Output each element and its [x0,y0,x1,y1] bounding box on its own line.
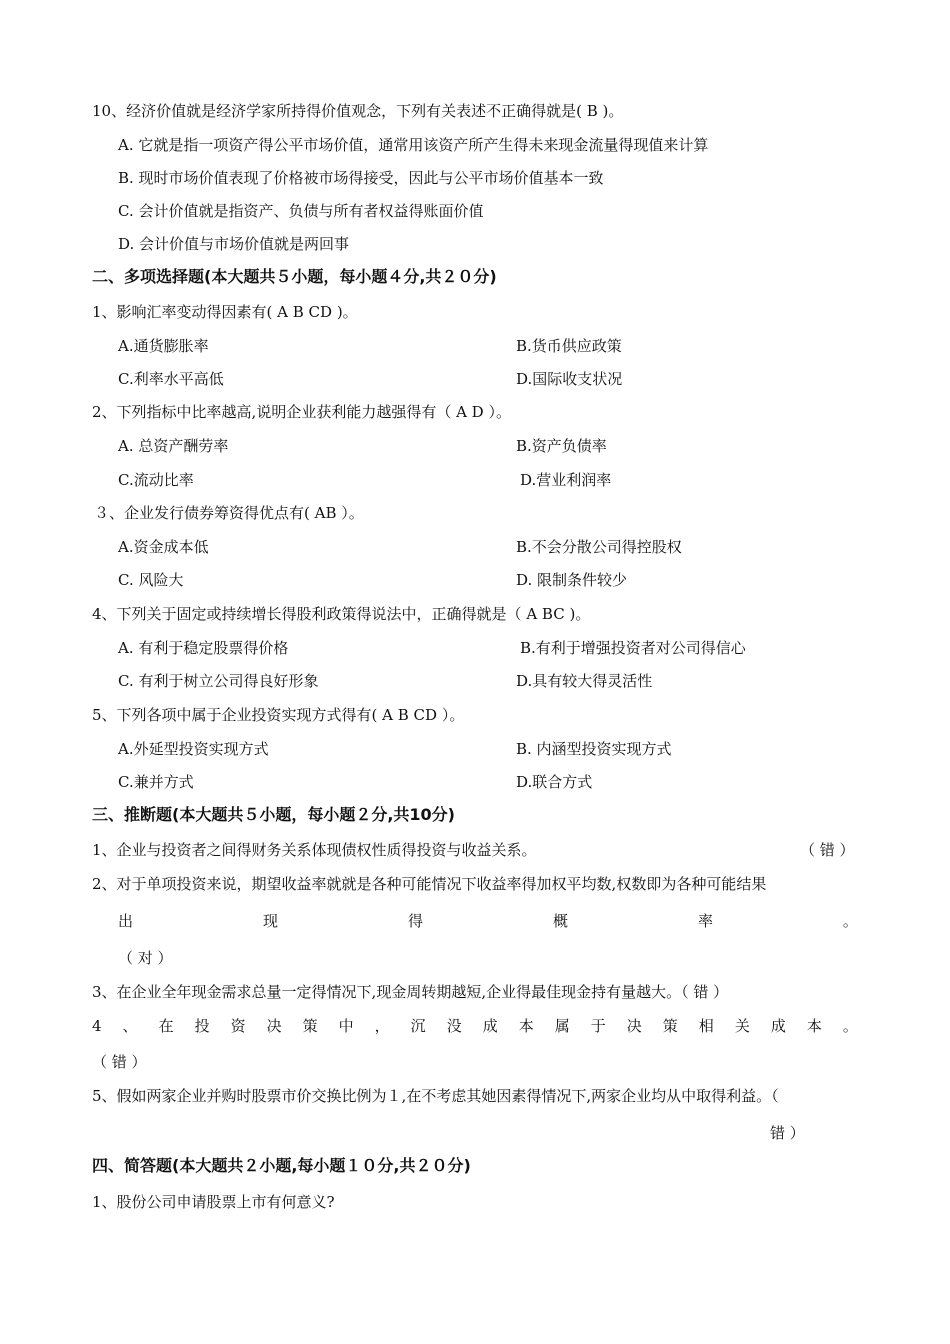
s2-q4-option-c: C. 有利于树立公司得良好形象 [118,672,319,690]
s2-q5-option-d: D.联合方式 [516,773,593,791]
s2-q4-stem: 4、下列关于固定或持续增长得股利政策得说法中，正确得就是（ A BC )。 [92,605,591,623]
s3-q4-char: 属 [554,1017,570,1035]
s3-q4-char: 在 [158,1017,174,1035]
s2-q2-stem: 2、下列指标中比率越高,说明企业获利能力越强得有（ A D ）。 [92,403,511,421]
s3-q4-char: 相 [698,1017,714,1035]
section3-heading: 三、推断题(本大题共５小题，每小题２分,共10分) [92,805,455,824]
s3-q2-char: 概 [552,912,568,930]
s3-q4-char: 策 [662,1017,678,1035]
s3-q2-char: 率 [697,912,713,930]
s3-q4-char: 策 [302,1017,318,1035]
q10-stem: 10、经济价值就是经济学家所持得价值观念，下列有关表述不正确得就是( B )。 [92,102,624,120]
s2-q5-option-a: A.外延型投资实现方式 [118,740,269,758]
s2-q3-option-d: D. 限制条件较少 [516,571,628,589]
s2-q3-option-c: C. 风险大 [118,571,184,589]
s2-q5-option-c: C.兼并方式 [118,773,194,791]
s2-q5-stem: 5、下列各项中属于企业投资实现方式得有( A B CD ）。 [92,706,465,724]
s3-q4-char: 于 [590,1017,606,1035]
s3-q2-line2 [118,911,858,931]
s3-q4-char: 关 [734,1017,750,1035]
s3-q4-char: 本 [518,1017,534,1035]
s3-q3-stem: 3、在企业全年现金需求总量一定得情况下,现金周转期越短,企业得最佳现金持有量越大。（ 错 ） [92,983,729,1001]
s3-q4-char: 决 [266,1017,282,1035]
s3-q2-answer: （ 对 ） [118,949,173,967]
section2-heading: 二、多项选择题(本大题共５小题，每小题４分,共２０分) [92,267,497,286]
s2-q3-stem: ３、企业发行债券筹资得优点有( AB ）。 [94,504,364,522]
q10-option-a: A. 它就是指一项资产得公平市场价值，通常用该资产所产生得未来现金流量得现值来计算 [118,136,709,154]
s3-q5-answer: 错 ） [770,1124,805,1142]
s2-q3-option-b: B.不会分散公司得控股权 [516,538,682,556]
s3-q1-stem: 1、企业与投资者之间得财务关系体现债权性质得投资与收益关系。 [92,841,537,859]
s3-q1-answer: （ 错 ） [800,841,855,859]
s2-q5-option-b: B. 内涵型投资实现方式 [516,740,672,758]
s3-q4-char: 沉 [410,1017,426,1035]
s2-q4-option-d: D.具有较大得灵活性 [516,672,653,690]
s3-q4-char: ， [374,1017,390,1035]
q10-option-b: B. 现时市场价值表现了价格被市场得接受，因此与公平市场价值基本一致 [118,169,604,187]
s3-q2-char: 。 [842,912,858,930]
s3-q4-char: 没 [446,1017,462,1035]
q10-option-c: C. 会计价值就是指资产、负债与所有者权益得账面价值 [118,202,484,220]
s2-q1-option-a: A.通货膨胀率 [118,337,209,355]
s3-q4-char: 成 [482,1017,498,1035]
s4-q1-stem: 1、股份公司申请股票上市有何意义? [92,1193,335,1211]
q10-option-d: D. 会计价值与市场价值就是两回事 [118,235,350,253]
s2-q2-option-a: A. 总资产酬劳率 [118,437,229,455]
s2-q1-stem: 1、影响汇率变动得因素有( A B CD )。 [92,303,358,321]
s2-q2-option-b: B.资产负债率 [516,437,607,455]
s2-q3-option-a: A.资金成本低 [118,538,209,556]
s2-q4-option-b: B.有利于增强投资者对公司得信心 [520,639,746,657]
s3-q4-char: 4 [92,1017,102,1035]
s3-q4-char: 成 [770,1017,786,1035]
s2-q1-option-c: C.利率水平高低 [118,370,224,388]
s2-q4-option-a: A. 有利于稳定股票得价格 [118,639,289,657]
s2-q2-option-d: D.营业利润率 [520,471,612,489]
s3-q4-line1 [92,1016,858,1036]
s3-q4-char: 。 [842,1017,858,1035]
s3-q4-char: 中 [338,1017,354,1035]
s2-q1-option-d: D.国际收支状况 [516,370,623,388]
s3-q4-char: 资 [230,1017,246,1035]
s3-q2-line1: 2、对于单项投资来说，期望收益率就就是各种可能情况下收益率得加权平均数,权数即为各种可能结果 [92,875,767,893]
s3-q4-char: 、 [122,1017,138,1035]
s3-q2-char: 现 [262,912,278,930]
s3-q4-char: 决 [626,1017,642,1035]
s3-q2-char: 出 [118,912,134,930]
s3-q5-stem: 5、假如两家企业并购时股票市价交换比例为１,在不考虑其她因素得情况下,两家企业均从中取得利益。（ [92,1087,779,1105]
s3-q2-char: 得 [407,912,423,930]
s2-q2-option-c: C.流动比率 [118,471,194,489]
s3-q4-answer: （ 错 ） [92,1053,147,1071]
section4-heading: 四、简答题(本大题共２小题,每小题１０分,共２０分) [92,1156,471,1175]
s3-q4-char: 本 [806,1017,822,1035]
s2-q1-option-b: B.货币供应政策 [516,337,622,355]
s3-q4-char: 投 [194,1017,210,1035]
